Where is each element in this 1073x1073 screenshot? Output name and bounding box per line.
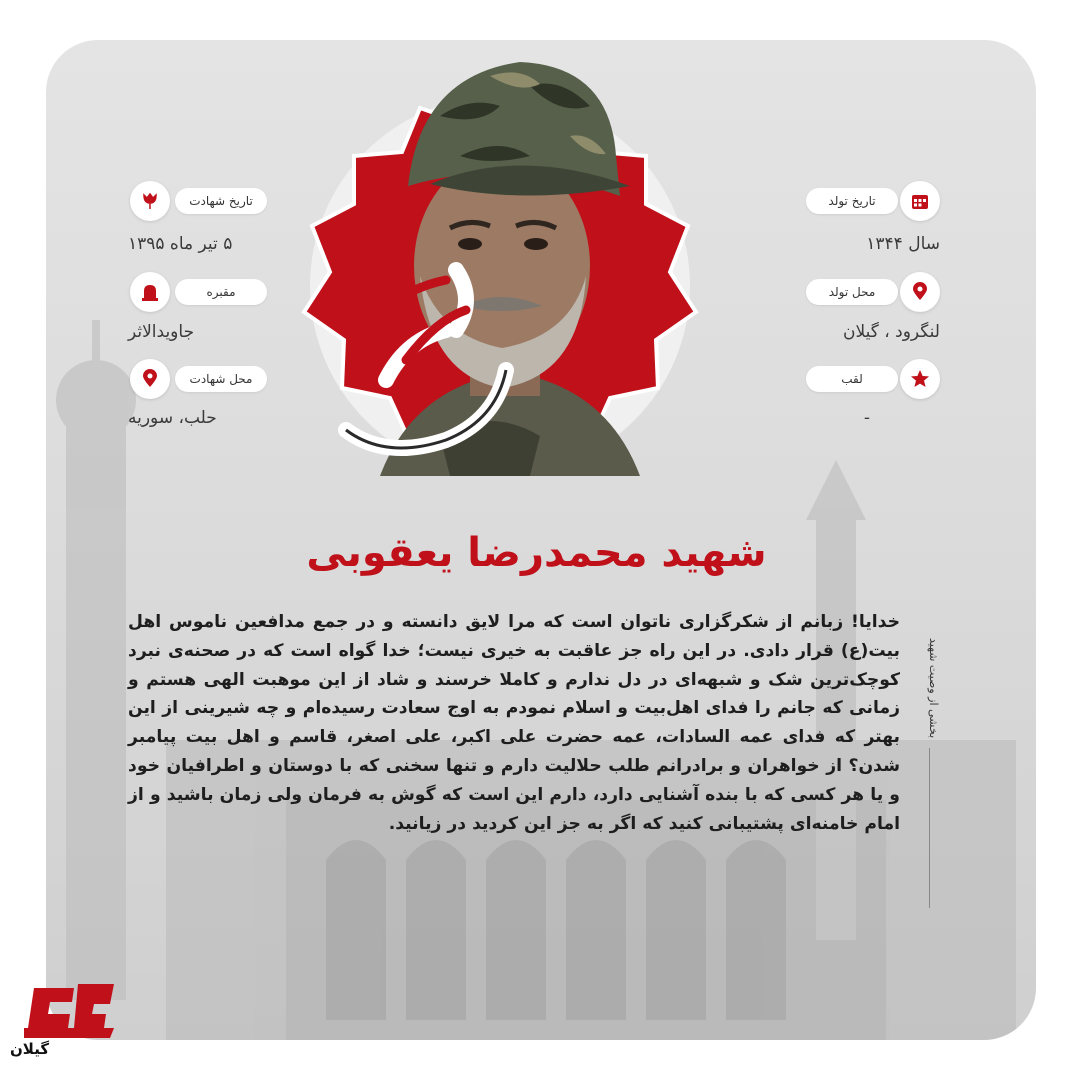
calendar-icon	[900, 181, 940, 221]
martyrdom-date-value: ۵ تیر ماه ۱۳۹۵	[128, 234, 233, 254]
title-value: -	[863, 408, 870, 428]
will-text: خدایا! زبانم از شکرگزاری ناتوان است که مرا لایق دانسته و در جمع مدافعین ناموس اهل بیت(ع) قرار دادی. در این راه جز عاقبت به خیری نیست؛ خدا گواه است که در صحنه‌ی نبرد کوچک‌ترین شک و شبهه‌ای در دل ندارم و کاملا خرسند و شاد از این موهبت الهی هستم و زمانی که جانم را فدای اهل‌بیت و اسلام نمودم به اوج سعادت رسیده‌ام و چه شیرینی از این بهتر که فدای عمه السادات، عمه حضرت علی اکبر، علی اصغر، قاسم و اهل بیت پیامبر شدن؟ از خواهران و برادرانم طلب حلالیت دارم و تنها سخنی که با دوستان و اطرافیان خود و یا هر کسی که با بنده آشنایی دارد، دارم این است که گوش به فرمان ولی زمان باشید و از امام خامنه‌ای پشتیبانی کنید که اگر به جز این کردید در زیانید.	[128, 612, 900, 834]
tulip-icon	[130, 181, 170, 221]
logo-subtitle: گیلان	[10, 1040, 50, 1058]
will-caption: بخشی از وصیت شهید	[927, 637, 940, 738]
birth-date-label: تاریخ تولد	[806, 188, 898, 214]
star-icon	[900, 359, 940, 399]
tomb-value: جاویدالاثر	[128, 322, 195, 342]
birth-place-label: محل تولد	[806, 279, 898, 305]
birth-date-value: سال ۱۳۴۴	[866, 234, 940, 254]
martyrdom-place-label: محل شهادت	[175, 366, 267, 392]
caption-divider	[929, 748, 930, 908]
map-pin-icon	[130, 359, 170, 399]
martyrdom-place-value: حلب، سوریه	[128, 408, 217, 428]
tomb-icon	[130, 272, 170, 312]
tomb-label: مقبره	[175, 279, 267, 305]
title-label: لقب	[806, 366, 898, 392]
calligraphy-logo	[326, 240, 526, 490]
birth-place-value: لنگرود ، گیلان	[842, 322, 940, 342]
martyrdom-date-label: تاریخ شهادت	[175, 188, 267, 214]
location-icon	[900, 272, 940, 312]
martyr-name-title: شهید محمدرضا یعقوبی	[306, 530, 767, 576]
